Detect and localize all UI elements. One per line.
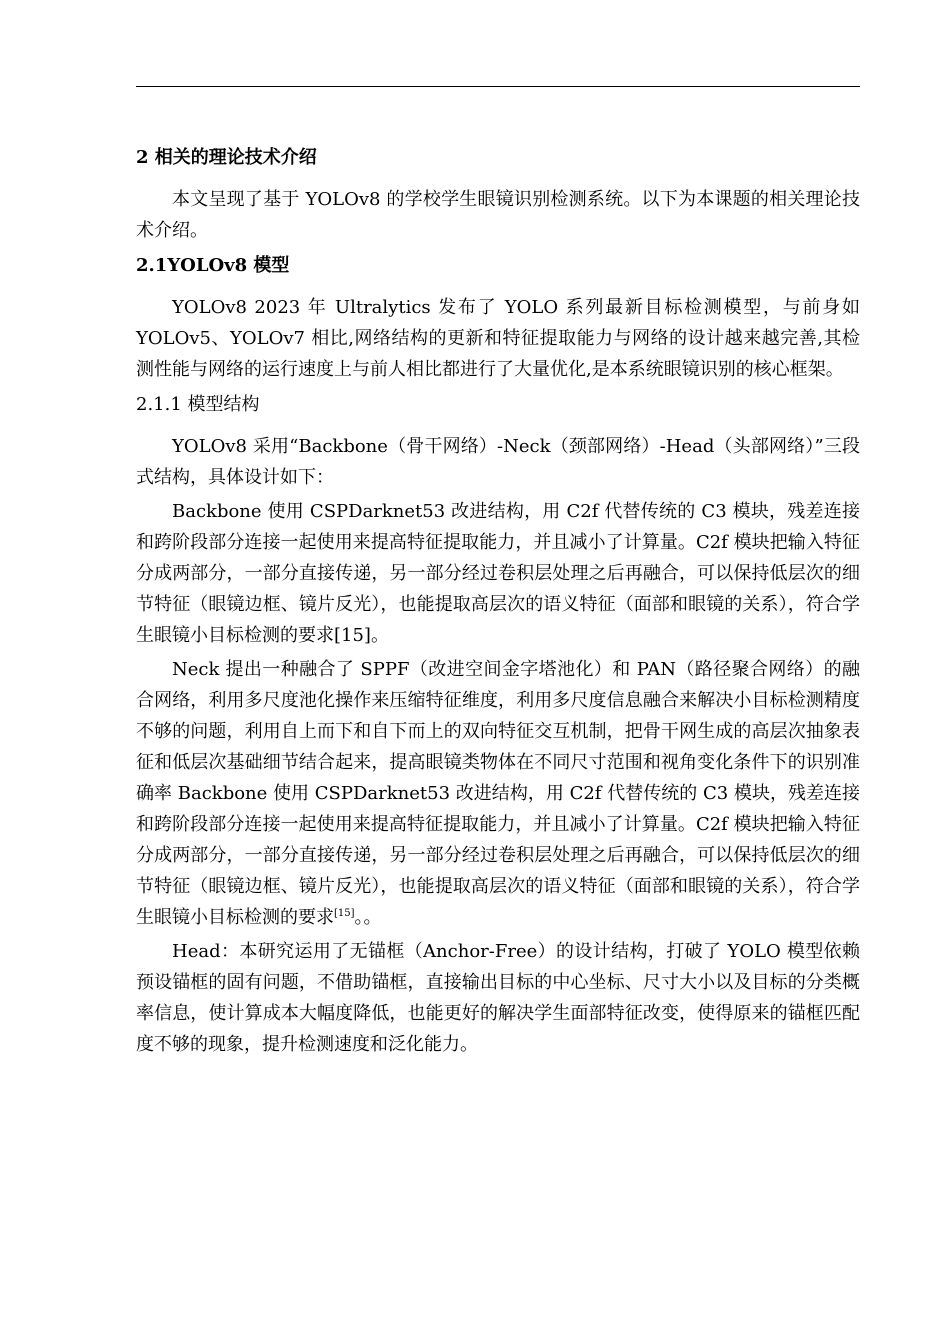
subsubsection-heading: 2.1.1 模型结构 — [136, 394, 260, 415]
structure-overview-paragraph: YOLOv8 采用“Backbone（骨干网络）-Neck（颈部网络）-Head（头部网络）”三段式结构，具体设计如下： — [136, 436, 860, 488]
subsection-heading: 2.1YOLOv8 模型 — [136, 255, 290, 276]
neck-paragraph-end: 。。 — [354, 907, 382, 928]
neck-paragraph — [136, 654, 860, 933]
header-rule — [136, 86, 860, 87]
section-intro: 本文呈现了基于 YOLOv8 的学校学生眼镜识别检测系统。以下为本课题的相关理论技术介绍。 — [136, 189, 860, 241]
subsection-paragraph: YOLOv8 2023 年 Ultralytics 发布了 YOLO 系列最新目标检测模型，与前身如 YOLOv5、YOLOv7 相比,网络结构的更新和特征提取能力与网络的设计越来越完善,其检测性能与网络的运行速度上与前人相比都进行了大量优化,是本系统眼镜识别的核心框架。 — [136, 297, 860, 380]
section-heading: 2 相关的理论技术介绍 — [136, 147, 317, 168]
document-body — [136, 142, 860, 1063]
head-paragraph: Head：本研究运用了无锚框（Anchor-Free）的设计结构，打破了 YOLO 模型依赖预设锚框的固有问题，不借助锚框，直接输出目标的中心坐标、尺寸大小以及目标的分类概率信息，使计算成本大幅度降低，也能更好的解决学生面部特征改变，使得原来的锚框匹配度不够的现象，提升检测速度和泛化能力。 — [136, 941, 860, 1055]
neck-paragraph-text: Neck 提出一种融合了 SPPF（改进空间金字塔池化）和 PAN（路径聚合网络）的融合网络，利用多尺度池化操作来压缩特征维度，利用多尺度信息融合来解决小目标检测精度不够的问题，利用自上而下和自下而上的双向特征交互机制，把骨干网生成的高层次抽象表征和低层次基础细节结合起来，提高眼镜类物体在不同尺寸范围和视角变化条件下的识别准确率 Backbone 使用 CSPDarknet53 改进结构，用 C2f 代替传统的 C3 模块，残差连接和跨阶段部分连接一起使用来提高特征提取能力，并且减小了计算量。C2f 模块把输入特征分成两部分，一部分直接传递，另一部分经过卷积层处理之后再融合，可以保持低层次的细节特征（眼镜边框、镜片反光），也能提取高层次的语义特征（面部和眼镜的关系），符合学生眼镜小目标检测的要求 — [136, 659, 860, 928]
backbone-paragraph: Backbone 使用 CSPDarknet53 改进结构，用 C2f 代替传统的 C3 模块，残差连接和跨阶段部分连接一起使用来提高特征提取能力，并且减小了计算量。C2f 模块把输入特征分成两部分，一部分直接传递，另一部分经过卷积层处理之后再融合，可以保持低层次的细节特征（眼镜边框、镜片反光），也能提取高层次的语义特征（面部和眼镜的关系），符合学生眼镜小目标检测的要求[15]。 — [136, 501, 860, 646]
citation: [15] — [334, 908, 355, 919]
